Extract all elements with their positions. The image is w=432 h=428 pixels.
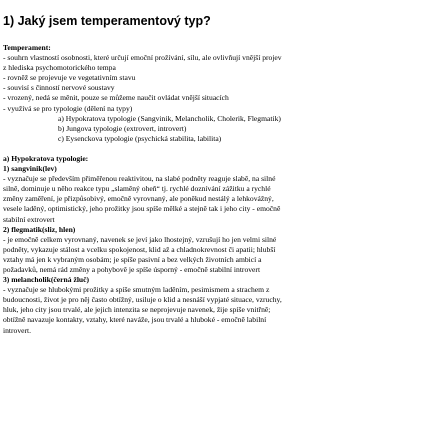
typology-item: b) Jungova typologie (extrovert, introvert) xyxy=(58,123,187,133)
temperament-heading: Temperament: xyxy=(3,43,51,52)
sangvinik-line: změny zaměření, je přizpůsobivý, emočně vyrovnaný, ale poněkud nestálý a lehkovážný, xyxy=(3,194,274,204)
temperament-line: - souhrn vlastností osobnosti, které určují emoční prožívání, sílu, ale ovlivňují vnější projev xyxy=(3,53,282,63)
melancholik-line: obtížně navazuje kontakty, vztahy, které naváže, jsou trvalé a hluboké - emočně labilní xyxy=(3,315,267,325)
melancholik-line: introvert. xyxy=(3,325,32,335)
sangvinik-line: vesele laděný, optimistický, jeho prožitky jsou spíše mělké a stejně tak i jeho city - emočně xyxy=(3,204,281,214)
sangvinik-heading: 1) sangvinik(lev) xyxy=(3,164,57,174)
page-title: 1) Jaký jsem temperamentový typ? xyxy=(3,14,211,28)
temperament-line: - souvisí s činností nervové soustavy xyxy=(3,83,115,93)
sangvinik-line: - vyznačuje se především přiměřenou reaktivitou, na slabé podněty reaguje slabě, na silné xyxy=(3,174,276,184)
flegmatik-line: - je emočně celkem vyrovnaný, navenek se jeví jako lhostejný, vzrušují ho jen velmi silné xyxy=(3,234,277,244)
hypokratova-heading: a) Hypokratova typologie: xyxy=(3,153,89,163)
temperament-line: - rovněž se projevuje ve vegetativním stavu xyxy=(3,73,136,83)
typology-item: c) Eysenckova typologie (psychická stabilita, labilita) xyxy=(58,133,222,143)
flegmatik-heading: 2) flegmatik(sliz, hlen) xyxy=(3,224,76,234)
temperament-line: z hlediska psychomotorického tempa xyxy=(3,63,116,73)
temperament-line: - vrozený, nedá se měnit, pouze se můžeme naučit ovládat vnější situacích xyxy=(3,93,229,103)
flegmatik-line: vztahy má jen k vybraným osobám; je spíše pasivní a bez velkých životních ambicí a xyxy=(3,254,262,264)
flegmatik-line: podněty, vykazuje stálost a vcelku spokojenost, klid až a chladnokrevnost či apatii; hlubší xyxy=(3,244,276,254)
melancholik-line: budoucnosti, život je pro něj často obtížný, usiluje o klid a nesnáší vypjaté situace, vzruchy, xyxy=(3,295,282,305)
temperament-line: - využívá se pro typologie (dělení na typy) xyxy=(3,103,133,113)
melancholik-heading: 3) melancholik(černá žluč) xyxy=(3,275,90,285)
sangvinik-line: stabilní extrovert xyxy=(3,214,55,224)
typology-item: a) Hypokratova typologie (Sangvinik, Melancholik, Cholerik, Flegmatik) xyxy=(58,113,281,123)
melancholik-line: hluk, jeho city jsou trvalé, ale jejich intenzita se neprojevuje navenek, žije spíše vnitřně; xyxy=(3,305,271,315)
flegmatik-line: požadavků, nemá rád změny a pohybově je spíše úsporný - emočně stabilní introvert xyxy=(3,264,261,274)
sangvinik-line: silně, dominuje u něho reakce typu „slaměný oheň“ tj. rychlé doznívání zážitku a rychlé xyxy=(3,184,271,194)
melancholik-line: - vyznačuje se hlubokými prožitky a spíše smutným laděním, pesimismem a strachem z xyxy=(3,285,270,295)
